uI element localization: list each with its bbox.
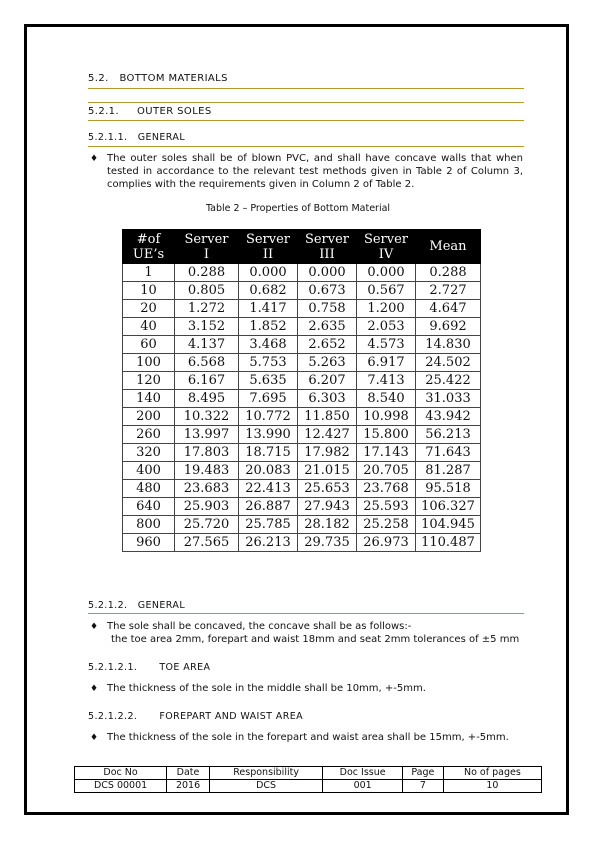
table-cell: 9.692 (416, 318, 481, 336)
table-cell: 5.635 (239, 372, 298, 390)
header-cell: Server I (175, 230, 239, 264)
table-cell: 22.413 (239, 480, 298, 498)
table-cell: 0.000 (298, 264, 357, 282)
table-cell: 0.673 (298, 282, 357, 300)
header-cell: Server III (298, 230, 357, 264)
table-row (123, 354, 481, 372)
table-row (123, 282, 481, 300)
table-cell: 17.143 (357, 444, 416, 462)
table-row (123, 390, 481, 408)
heading-rule (88, 88, 524, 89)
table-cell: 140 (123, 390, 175, 408)
footer-value-cell: DCS (209, 780, 322, 793)
document-footer-table (74, 766, 542, 793)
table-cell: 25.258 (357, 516, 416, 534)
table-cell: 25.593 (357, 498, 416, 516)
table-cell: 106.327 (416, 498, 481, 516)
table-cell: 4.137 (175, 336, 239, 354)
concave-paragraph: The sole shall be concaved, the concave shall be as follows:- (107, 621, 412, 632)
table-cell: 25.422 (416, 372, 481, 390)
table-row (123, 408, 481, 426)
header-cell: Server II (239, 230, 298, 264)
table-cell: 27.565 (175, 534, 239, 552)
table-cell: 25.785 (239, 516, 298, 534)
heading-5-2-1-2 (88, 600, 185, 611)
bullet-icon: ♦ (90, 684, 99, 694)
table-cell: 6.303 (298, 390, 357, 408)
table-cell: 0.567 (357, 282, 416, 300)
table-cell: 8.540 (357, 390, 416, 408)
table-cell: 110.487 (416, 534, 481, 552)
heading-title: BOTTOM MATERIALS (119, 73, 228, 84)
heading-number: 5.2.1.1. (88, 132, 128, 143)
table-cell: 120 (123, 372, 175, 390)
table-cell: 0.805 (175, 282, 239, 300)
table-cell: 81.287 (416, 462, 481, 480)
table-cell: 800 (123, 516, 175, 534)
table-row (123, 444, 481, 462)
heading-5-2 (88, 73, 228, 84)
table-cell: 17.982 (298, 444, 357, 462)
table-row (123, 480, 481, 498)
table-cell: 43.942 (416, 408, 481, 426)
table-cell: 6.167 (175, 372, 239, 390)
table-cell: 2.727 (416, 282, 481, 300)
header-cell: #of UE’s (123, 230, 175, 264)
table-cell: 0.288 (175, 264, 239, 282)
table-cell: 19.483 (175, 462, 239, 480)
table-row (123, 516, 481, 534)
table-cell: 21.015 (298, 462, 357, 480)
bullet-icon: ♦ (90, 154, 99, 164)
header-cell: Mean (416, 230, 481, 264)
table-cell: 0.000 (357, 264, 416, 282)
table-cell: 10.998 (357, 408, 416, 426)
table-cell: 29.735 (298, 534, 357, 552)
table-cell: 8.495 (175, 390, 239, 408)
table-cell: 18.715 (239, 444, 298, 462)
heading-number: 5.2.1.2.1. (88, 662, 138, 673)
table-cell: 0.682 (239, 282, 298, 300)
heading-title: FOREPART AND WAIST AREA (159, 711, 303, 722)
header-cell: Server IV (357, 230, 416, 264)
heading-title: GENERAL (137, 132, 186, 143)
heading-title: GENERAL (137, 600, 186, 611)
table-cell: 20 (123, 300, 175, 318)
table-cell: 27.943 (298, 498, 357, 516)
table-cell: 6.917 (357, 354, 416, 372)
table-row (123, 534, 481, 552)
table-row (123, 318, 481, 336)
table-row (123, 462, 481, 480)
heading-rule (88, 146, 524, 147)
table-cell: 26.973 (357, 534, 416, 552)
table-cell: 1.417 (239, 300, 298, 318)
concave-paragraph-detail: the toe area 2mm, forepart and waist 18mm and seat 2mm tolerances of ±5 mm (111, 634, 520, 645)
toe-paragraph: The thickness of the sole in the middle shall be 10mm, +-5mm. (107, 683, 426, 694)
table-cell: 2.053 (357, 318, 416, 336)
table-header-row (123, 230, 481, 264)
table-cell: 6.207 (298, 372, 357, 390)
table-cell: 3.468 (239, 336, 298, 354)
table-cell: 25.903 (175, 498, 239, 516)
heading-5-2-1-2-2 (88, 711, 303, 722)
table-cell: 13.990 (239, 426, 298, 444)
table-cell: 95.518 (416, 480, 481, 498)
footer-value-cell: 7 (403, 780, 444, 793)
table-cell: 10.772 (239, 408, 298, 426)
table-cell: 7.413 (357, 372, 416, 390)
table-cell: 1.852 (239, 318, 298, 336)
table-cell: 2.652 (298, 336, 357, 354)
table-cell: 11.850 (298, 408, 357, 426)
table-cell: 1.200 (357, 300, 416, 318)
table-cell: 2.635 (298, 318, 357, 336)
footer-header-cell: Doc Issue (323, 767, 403, 780)
table-cell: 40 (123, 318, 175, 336)
table-cell: 60 (123, 336, 175, 354)
table-cell: 13.997 (175, 426, 239, 444)
table-cell: 4.647 (416, 300, 481, 318)
table-cell: 25.720 (175, 516, 239, 534)
bullet-icon: ♦ (90, 622, 99, 632)
table-cell: 25.653 (298, 480, 357, 498)
heading-title: TOE AREA (159, 662, 211, 673)
table-row (123, 498, 481, 516)
table-cell: 320 (123, 444, 175, 462)
table-cell: 0.288 (416, 264, 481, 282)
heading-number: 5.2.1. (88, 106, 120, 117)
table-cell: 100 (123, 354, 175, 372)
heading-rule (88, 102, 524, 103)
table-cell: 20.705 (357, 462, 416, 480)
bullet-icon: ♦ (90, 733, 99, 743)
footer-value-cell: DCS 00001 (75, 780, 167, 793)
table-cell: 15.800 (357, 426, 416, 444)
footer-header-cell: Page (403, 767, 444, 780)
table-cell: 71.643 (416, 444, 481, 462)
table-cell: 10.322 (175, 408, 239, 426)
table-row (123, 300, 481, 318)
table-cell: 12.427 (298, 426, 357, 444)
heading-number: 5.2.1.2.2. (88, 711, 138, 722)
table-cell: 4.573 (357, 336, 416, 354)
table-cell: 6.568 (175, 354, 239, 372)
forepart-paragraph: The thickness of the sole in the forepart and waist area shall be 15mm, +-5mm. (107, 732, 509, 743)
table-cell: 640 (123, 498, 175, 516)
heading-5-2-1-1 (88, 132, 185, 143)
table-cell: 23.768 (357, 480, 416, 498)
table-cell: 24.502 (416, 354, 481, 372)
table-cell: 5.263 (298, 354, 357, 372)
footer-value-cell: 2016 (167, 780, 210, 793)
table-cell: 26.213 (239, 534, 298, 552)
footer-header-cell: Doc No (75, 767, 167, 780)
table-cell: 14.830 (416, 336, 481, 354)
table-cell: 960 (123, 534, 175, 552)
heading-rule (88, 613, 524, 614)
table-cell: 56.213 (416, 426, 481, 444)
table-row (123, 264, 481, 282)
footer-header-cell: Date (167, 767, 210, 780)
table-cell: 0.000 (239, 264, 298, 282)
table-cell: 7.695 (239, 390, 298, 408)
table-cell: 10 (123, 282, 175, 300)
table-cell: 5.753 (239, 354, 298, 372)
heading-number: 5.2.1.2. (88, 600, 128, 611)
general-paragraph: The outer soles shall be of blown PVC, and shall have concave walls that when tested in accordance to the relevant test methods given in Table 2 of Column 3, complies with the requirements given in Column 2 of Table 2. (107, 153, 523, 190)
table-cell: 1.272 (175, 300, 239, 318)
table-cell: 31.033 (416, 390, 481, 408)
footer-header-cell: Responsibility (209, 767, 322, 780)
table-cell: 3.152 (175, 318, 239, 336)
heading-rule (88, 120, 524, 121)
table-cell: 0.758 (298, 300, 357, 318)
footer-value-row (75, 780, 542, 793)
footer-header-cell: No of pages (443, 767, 541, 780)
table-cell: 1 (123, 264, 175, 282)
heading-5-2-1-2-1 (88, 662, 210, 673)
table-row (123, 372, 481, 390)
table-row (123, 426, 481, 444)
table-cell: 17.803 (175, 444, 239, 462)
table-cell: 20.083 (239, 462, 298, 480)
properties-table (122, 229, 481, 552)
table-cell: 400 (123, 462, 175, 480)
footer-value-cell: 001 (323, 780, 403, 793)
table-row (123, 336, 481, 354)
table-cell: 480 (123, 480, 175, 498)
table-caption: Table 2 – Properties of Bottom Material (205, 203, 391, 214)
footer-value-cell: 10 (443, 780, 541, 793)
table-cell: 260 (123, 426, 175, 444)
table-cell: 26.887 (239, 498, 298, 516)
table-cell: 28.182 (298, 516, 357, 534)
footer-header-row (75, 767, 542, 780)
table-cell: 200 (123, 408, 175, 426)
heading-number: 5.2. (88, 73, 109, 84)
table-cell: 23.683 (175, 480, 239, 498)
table-cell: 104.945 (416, 516, 481, 534)
heading-5-2-1 (88, 106, 212, 117)
heading-title: OUTER SOLES (137, 106, 212, 117)
